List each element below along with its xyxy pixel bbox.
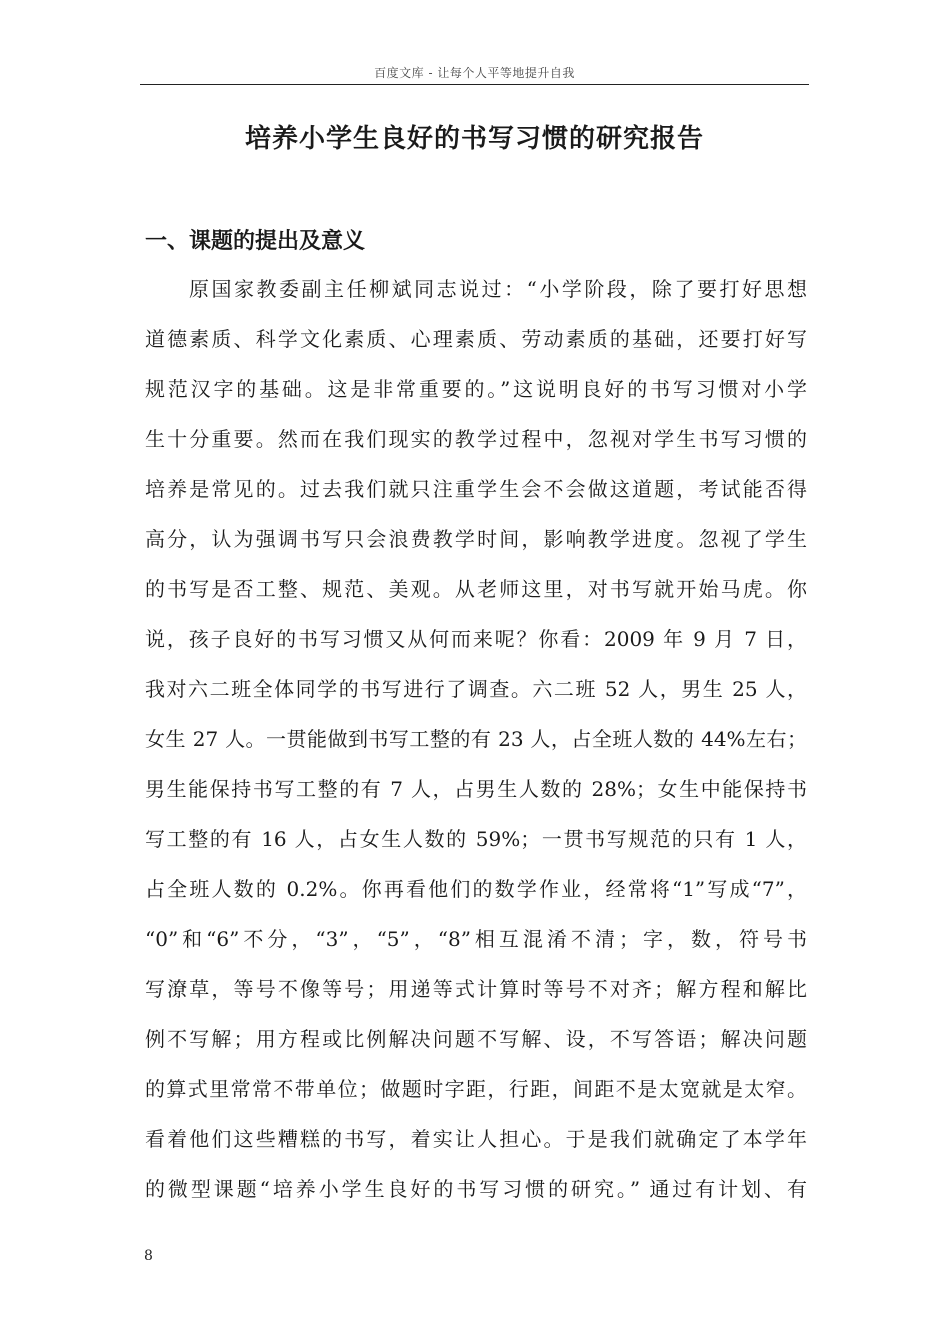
paragraph-line: 例不写解；用方程或比例解决问题不写解、设，不写答语；解决问题 bbox=[145, 1027, 807, 1051]
paragraph-line: 的书写是否工整、规范、美观。从老师这里，对书写就开始马虎。你 bbox=[145, 577, 807, 601]
paragraph-line: 的微型课题“培养小学生良好的书写习惯的研究。” 通过有计划、有 bbox=[145, 1177, 807, 1201]
paragraph-line: 规范汉字的基础。这是非常重要的。”这说明良好的书写习惯对小学 bbox=[145, 377, 807, 401]
paragraph-line: 写潦草，等号不像等号；用递等式计算时等号不对齐；解方程和解比 bbox=[145, 977, 807, 1001]
paragraph-line: “0”和“6”不分，“3”，“5”，“8”相互混淆不清；字，数，符号书 bbox=[145, 927, 807, 951]
paragraph-line: 高分，认为强调书写只会浪费教学时间，影响教学进度。忽视了学生 bbox=[145, 527, 807, 551]
paragraph-line: 的算式里常常不带单位；做题时字距，行距，间距不是太宽就是太窄。 bbox=[145, 1077, 807, 1101]
page-header: 百度文库 - 让每个人平等地提升自我 bbox=[374, 66, 575, 80]
paragraph-line: 占全班人数的 0.2%。你再看他们的数学作业，经常将“1”写成“7”， bbox=[145, 877, 807, 901]
paragraph-line: 道德素质、科学文化素质、心理素质、劳动素质的基础，还要打好写 bbox=[145, 327, 807, 351]
paragraph-line: 我对六二班全体同学的书写进行了调查。六二班 52 人，男生 25 人， bbox=[145, 677, 807, 701]
paragraph-line: 原国家教委副主任柳斌同志说过：“小学阶段，除了要打好思想 bbox=[189, 277, 807, 301]
page-number: 8 bbox=[144, 1248, 153, 1264]
paragraph-line: 女生 27 人。一贯能做到书写工整的有 23 人，占全班人数的 44%左右； bbox=[145, 727, 807, 751]
header-divider bbox=[140, 84, 809, 85]
paragraph-line: 生十分重要。然而在我们现实的教学过程中，忽视对学生书写习惯的 bbox=[145, 427, 807, 451]
paragraph-line: 培养是常见的。过去我们就只注重学生会不会做这道题，考试能否得 bbox=[145, 477, 807, 501]
paragraph-line: 说，孩子良好的书写习惯又从何而来呢？你看：2009 年 9 月 7 日， bbox=[145, 627, 807, 651]
document-title: 培养小学生良好的书写习惯的研究报告 bbox=[244, 124, 704, 154]
paragraph-line: 看着他们这些糟糕的书写，着实让人担心。于是我们就确定了本学年 bbox=[145, 1127, 807, 1151]
paragraph-line: 男生能保持书写工整的有 7 人，占男生人数的 28%；女生中能保持书 bbox=[145, 777, 807, 801]
section-heading: 一、课题的提出及意义 bbox=[145, 228, 366, 254]
paragraph-line: 写工整的有 16 人，占女生人数的 59%；一贯书写规范的只有 1 人， bbox=[145, 827, 807, 851]
